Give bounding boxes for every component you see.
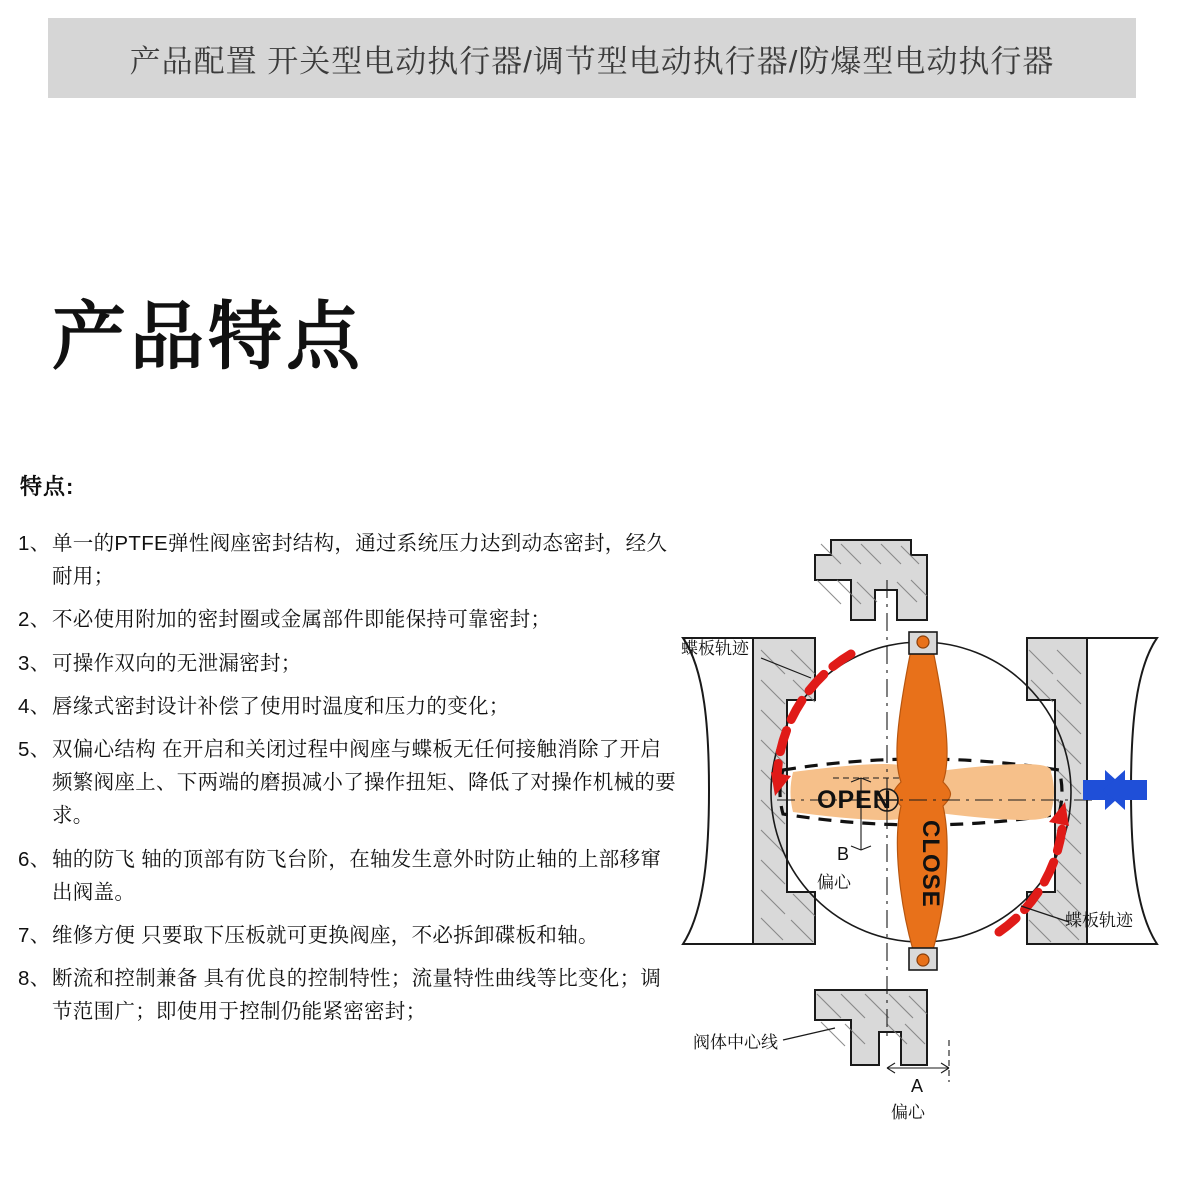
label-open: OPEN <box>817 786 892 814</box>
list-item-text: 双偏心结构 在开启和关闭过程中阀座与蝶板无任何接触消除了开启频繁阀座上、下两端的磨损减小了操作扭矩、降低了对操作机械的要求。 <box>52 738 676 828</box>
list-item-number: 1、 <box>18 532 51 555</box>
double-eccentric-valve-diagram <box>665 520 1175 1122</box>
list-item-text: 唇缘式密封设计补偿了使用时温度和压力的变化； <box>52 694 510 718</box>
list-item <box>18 962 678 1028</box>
list-item-text: 单一的PTFE弹性阀座密封结构，通过系统压力达到动态密封，经久耐用； <box>52 532 668 589</box>
label-a-letter: A <box>911 1076 924 1096</box>
list-item <box>18 603 678 636</box>
features-section <box>18 470 678 1039</box>
list-item-text: 断流和控制兼备 具有优良的控制特性；流量特性曲线等比变化；调节范围广；即使用于控制仍能紧密密封； <box>52 967 662 1024</box>
list-item <box>18 733 678 833</box>
label-b-letter: B <box>837 844 850 864</box>
page-title: 产品特点 <box>52 295 364 378</box>
list-item-number: 6、 <box>18 847 51 871</box>
list-item-text: 维修方便 只要取下压板就可更换阀座，不必拆卸碟板和轴。 <box>52 924 599 948</box>
list-item-text: 可操作双向的无泄漏密封； <box>52 651 302 675</box>
list-item <box>18 647 678 680</box>
list-item-text: 不必使用附加的密封圈或金属部件即能保持可靠密封； <box>52 608 552 632</box>
banner-text: 产品配置 开关型电动执行器/调节型电动执行器/防爆型电动执行器 <box>129 43 1055 79</box>
list-item <box>18 690 678 723</box>
list-item-number: 2、 <box>18 608 51 632</box>
label-body-centerline: 阀体中心线 <box>693 1033 778 1052</box>
label-trace-bottom: 蝶板轨迹 <box>1065 911 1133 930</box>
features-label: 特点: <box>20 474 75 499</box>
disc-closed-position <box>894 632 951 970</box>
label-b-eccentric: 偏心 <box>817 873 851 892</box>
list-item <box>18 843 678 909</box>
label-a-eccentric: 偏心 <box>891 1103 925 1122</box>
product-config-banner <box>48 18 1136 98</box>
list-item-text: 轴的防飞 轴的顶部有防飞台阶，在轴发生意外时防止轴的上部移窜出阀盖。 <box>52 847 662 904</box>
list-item-number: 3、 <box>18 651 51 675</box>
list-item-number: 4、 <box>18 694 51 718</box>
list-item-number: 5、 <box>18 738 51 762</box>
label-trace-top: 蝶板轨迹 <box>681 639 749 658</box>
list-item <box>18 919 678 952</box>
list-item-number: 8、 <box>18 967 51 991</box>
label-close: CLOSE <box>917 820 944 908</box>
list-item <box>18 527 678 593</box>
list-item-number: 7、 <box>18 924 51 948</box>
